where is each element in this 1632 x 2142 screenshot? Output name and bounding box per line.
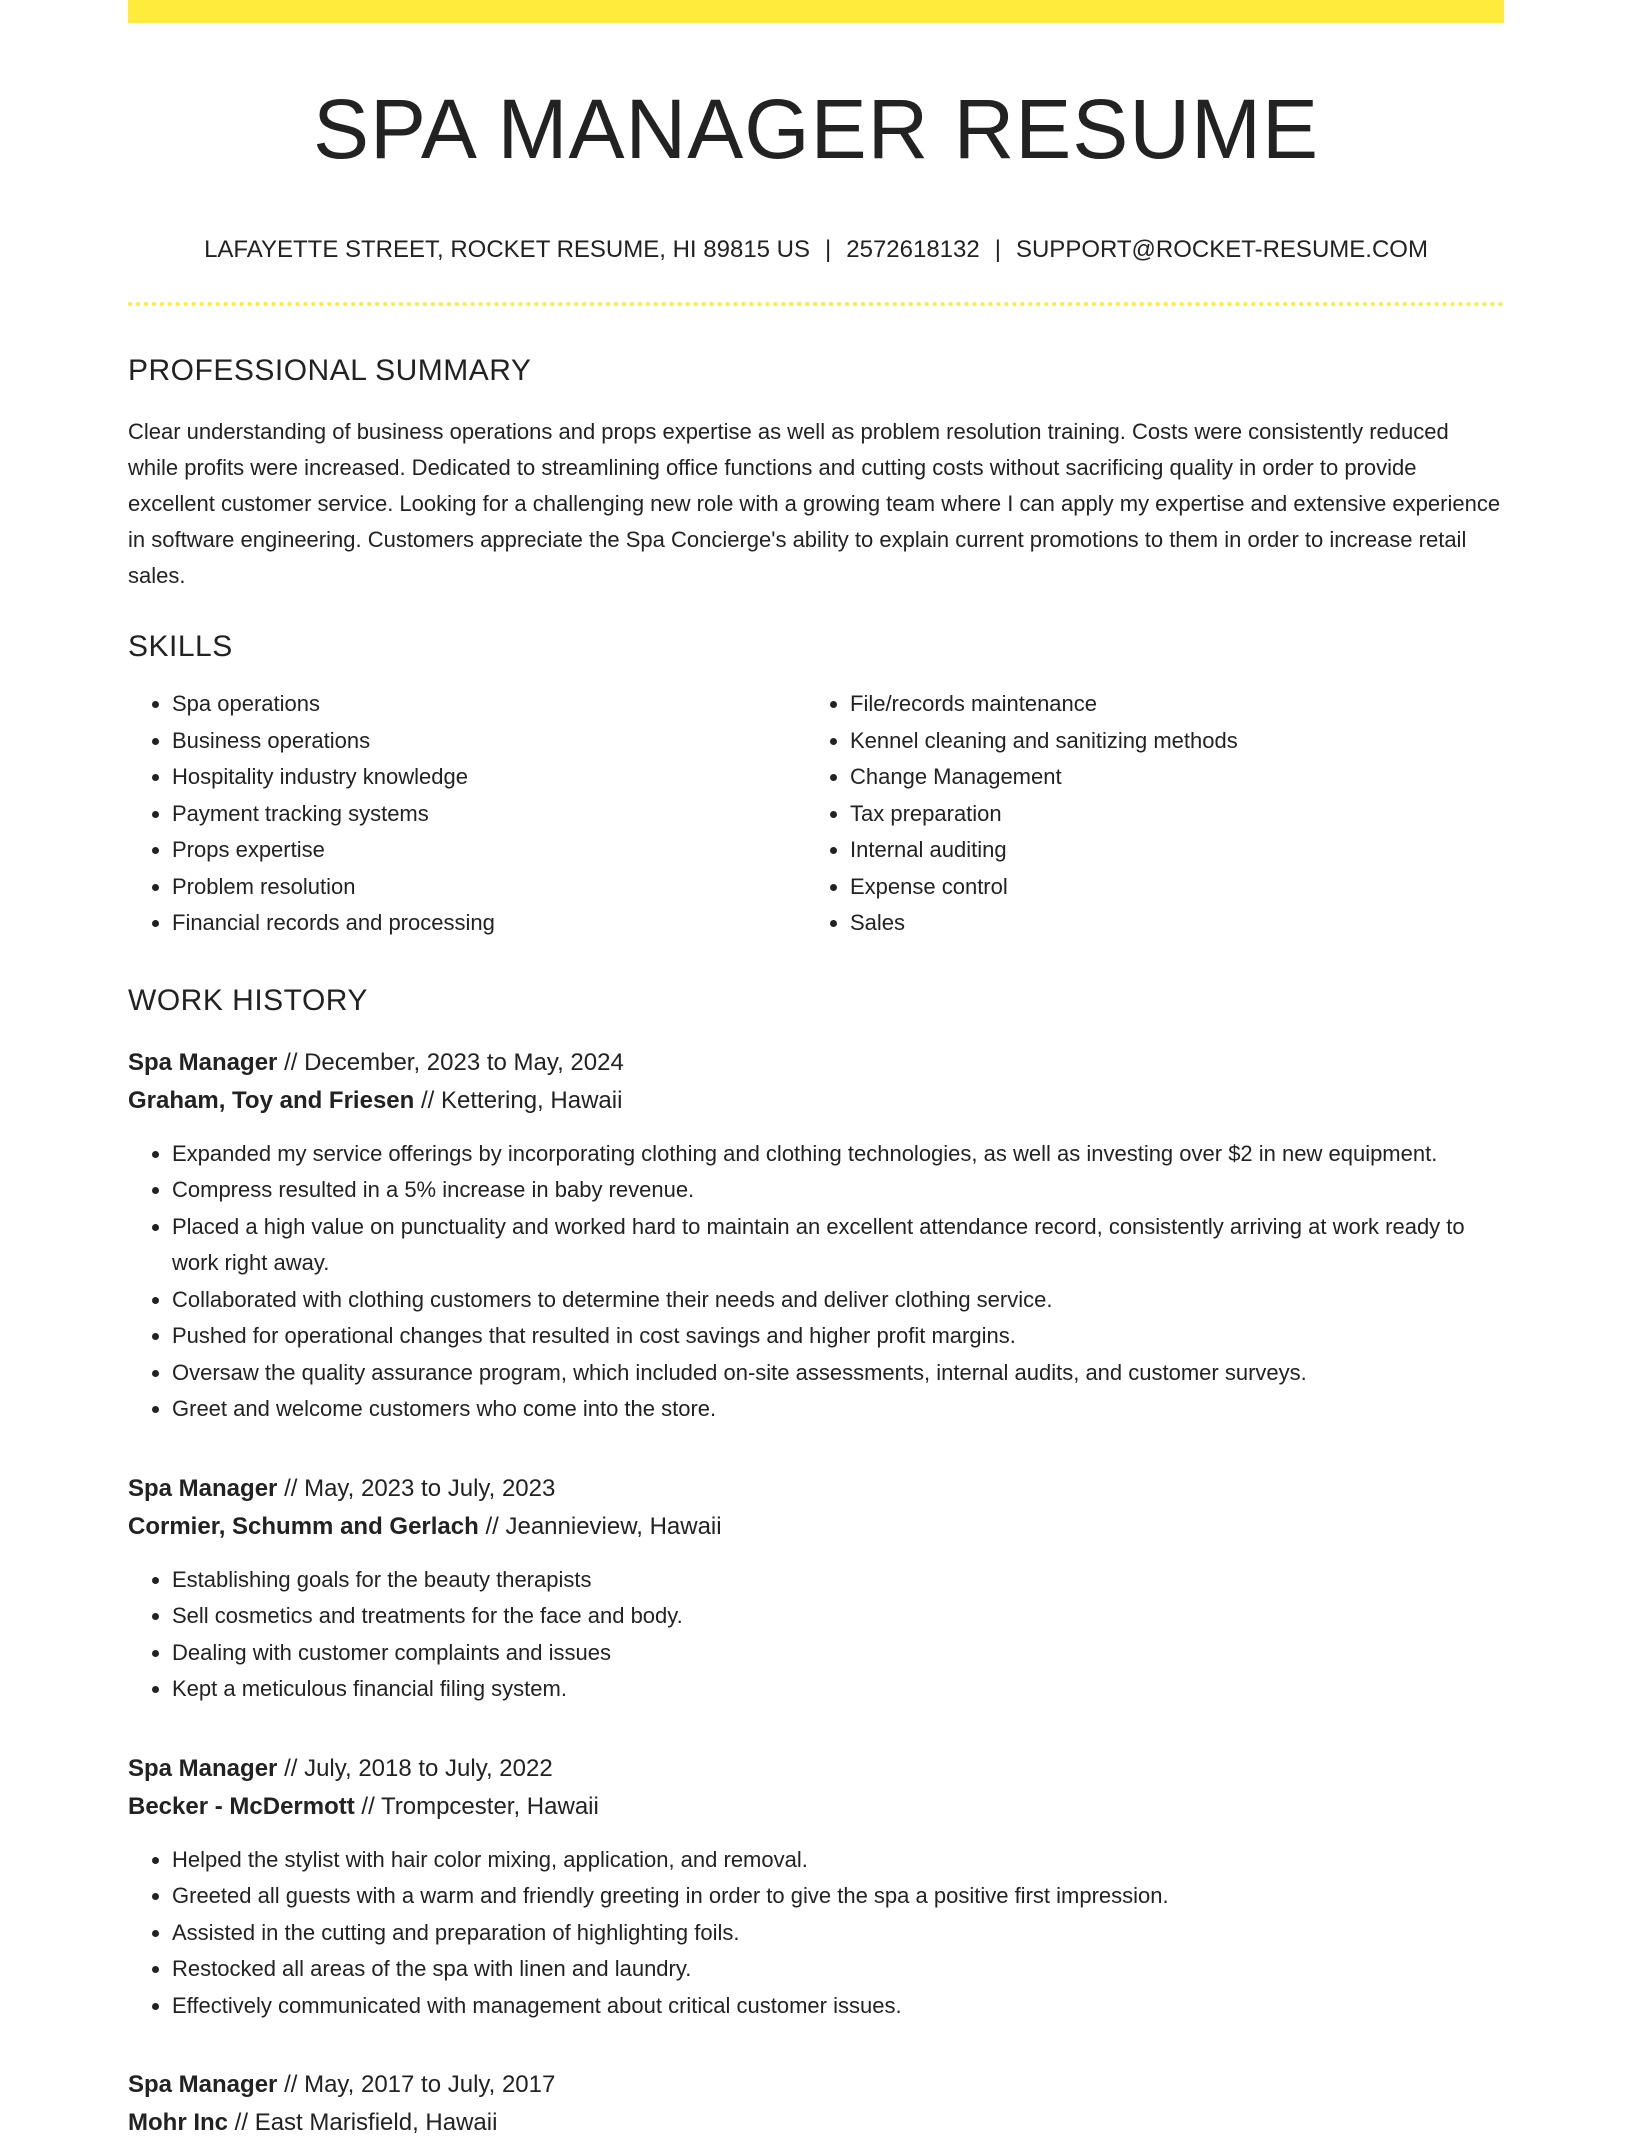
job-location: Jeannieview, Hawaii: [505, 1512, 722, 1540]
summary-text: Clear understanding of business operations and props expertise as well as problem resolution training. Costs were consistently reduced while profits were increased. Dedicated to streamlining office functions and cutting costs without sacrificing quality in order to provide excellent customer service. Looking for a challenging new role with a growing team where I can apply my expertise and extensive experience in software engineering. Customers appreciate the Spa Concierge's ability to explain current promotions to them in order to increase retail sales.: [128, 419, 1501, 588]
dotted-divider: [128, 302, 1504, 306]
job-company: Graham, Toy and Friesen: [128, 1086, 415, 1114]
skill-item: • Payment tracking systems: [172, 796, 806, 833]
skill-item: • Expense control: [850, 869, 1484, 906]
job-location: Trompcester, Hawaii: [380, 1792, 599, 1820]
job-bullet: • Greeted all guests with a warm and friendly greeting in order to give the spa a positive first impression.: [172, 1878, 1504, 1915]
accent-top-bar: [128, 0, 1504, 23]
job-dates: December, 2023 to May, 2024: [304, 1048, 624, 1076]
skill-item: • Spa operations: [172, 686, 806, 723]
job-dates: May, 2023 to July, 2023: [304, 1474, 556, 1502]
contact-phone: 2572618132: [846, 236, 980, 263]
job-title: Spa Manager: [128, 1474, 278, 1502]
job-bullet: • Collaborated with clothing customers to determine their needs and deliver clothing service.: [172, 1282, 1504, 1319]
job-bullet: • Placed a high value on punctuality and worked hard to maintain an excellent attendance record, consistently arriving at work ready to work right away.: [172, 1209, 1504, 1282]
job-company-line: [128, 1788, 1504, 1826]
job-title: Spa Manager: [128, 1754, 278, 1782]
job-bullet: • Compress resulted in a 5% increase in baby revenue.: [172, 1172, 1504, 1209]
job-bullets: [128, 1562, 1504, 1708]
job-bullet: • Dealing with customer complaints and issues: [172, 1635, 1504, 1672]
job-bullets: [128, 1136, 1504, 1428]
job-separator: //: [284, 2071, 298, 2098]
job-title-line: [128, 1044, 1504, 1082]
job-entry: [128, 1470, 1504, 1708]
job-separator: //: [361, 1792, 375, 1820]
job-title-line: [128, 1470, 1504, 1508]
contact-separator: |: [825, 236, 832, 263]
skill-item: • Business operations: [172, 723, 806, 760]
work-history-heading: WORK HISTORY: [128, 983, 368, 1017]
contact-email: SUPPORT@ROCKET-RESUME.COM: [1015, 236, 1428, 263]
skill-item: • Sales: [850, 905, 1484, 942]
skill-item: • Financial records and processing: [172, 905, 806, 942]
job-bullet: • Sell cosmetics and treatments for the face and body.: [172, 1598, 1504, 1635]
job-title-line: [128, 1750, 1504, 1788]
job-separator: //: [284, 1048, 298, 1076]
job-bullet: • Oversaw the quality assurance program, which included on-site assessments, internal audits, and customer surveys.: [172, 1355, 1504, 1392]
job-location: Kettering, Hawaii: [441, 1086, 623, 1114]
job-company: Cormier, Schumm and Gerlach: [128, 1512, 479, 1540]
skill-item: • Change Management: [850, 759, 1484, 796]
job-separator: //: [485, 1512, 499, 1540]
skill-item: • Kennel cleaning and sanitizing methods: [850, 723, 1484, 760]
job-bullet: • Establishing goals for the beauty therapists: [172, 1562, 1504, 1599]
skill-item: • File/records maintenance: [850, 686, 1484, 723]
resume-title: SPA MANAGER RESUME: [313, 82, 1319, 176]
job-bullet: • Pushed for operational changes that resulted in cost savings and higher profit margins.: [172, 1318, 1504, 1355]
skill-item: • Internal auditing: [850, 832, 1484, 869]
job-company-line: [128, 1082, 1504, 1120]
job-bullet: • Greet and welcome customers who come into the store.: [172, 1391, 1504, 1428]
job-separator: //: [234, 2109, 249, 2136]
resume-page: [128, 0, 1504, 2142]
skill-item: • Hospitality industry knowledge: [172, 759, 806, 796]
job-separator: //: [284, 1754, 298, 1782]
job-company: Mohr Inc: [128, 2109, 228, 2136]
summary-heading: PROFESSIONAL SUMMARY: [128, 354, 532, 387]
skills-heading: SKILLS: [128, 630, 233, 663]
job-title-line: [128, 2066, 1504, 2104]
contact-address: LAFAYETTE STREET, ROCKET RESUME, HI 89815 US: [204, 236, 811, 263]
job-company-line: [128, 1508, 1504, 1546]
job-separator: //: [284, 1474, 298, 1502]
skill-item: • Problem resolution: [172, 869, 806, 906]
job-dates: May, 2017 to July, 2017: [304, 2071, 556, 2098]
job-bullet: • Kept a meticulous financial filing system.: [172, 1671, 1504, 1708]
job-bullet: • Assisted in the cutting and preparation of highlighting foils.: [172, 1915, 1504, 1952]
skills-list: [128, 686, 1504, 942]
job-title: Spa Manager: [128, 2071, 278, 2098]
skill-item: • Props expertise: [172, 832, 806, 869]
job-separator: //: [420, 1086, 435, 1114]
contact-line: [128, 238, 1504, 262]
job-bullet: • Helped the stylist with hair color mixing, application, and removal.: [172, 1842, 1504, 1879]
job-bullet: • Expanded my service offerings by incorporating clothing and clothing technologies, as well as investing over $2 in new equipment.: [172, 1136, 1504, 1173]
job-entry: [128, 2066, 1504, 2142]
job-bullet: • Effectively communicated with management about critical customer issues.: [172, 1988, 1504, 2025]
skills-column-right: [806, 686, 1484, 942]
job-entry: [128, 1044, 1504, 1428]
job-bullets: [128, 1842, 1504, 2025]
skills-column-left: [128, 686, 806, 942]
job-location: East Marisfield, Hawaii: [254, 2109, 498, 2136]
job-title: Spa Manager: [128, 1048, 278, 1076]
job-entry: [128, 1750, 1504, 2025]
job-dates: July, 2018 to July, 2022: [304, 1754, 553, 1782]
contact-separator: |: [994, 236, 1001, 263]
skill-item: • Tax preparation: [850, 796, 1484, 833]
job-company: Becker - McDermott: [128, 1792, 355, 1820]
job-bullet: • Restocked all areas of the spa with linen and laundry.: [172, 1951, 1504, 1988]
job-company-line: [128, 2104, 1504, 2142]
